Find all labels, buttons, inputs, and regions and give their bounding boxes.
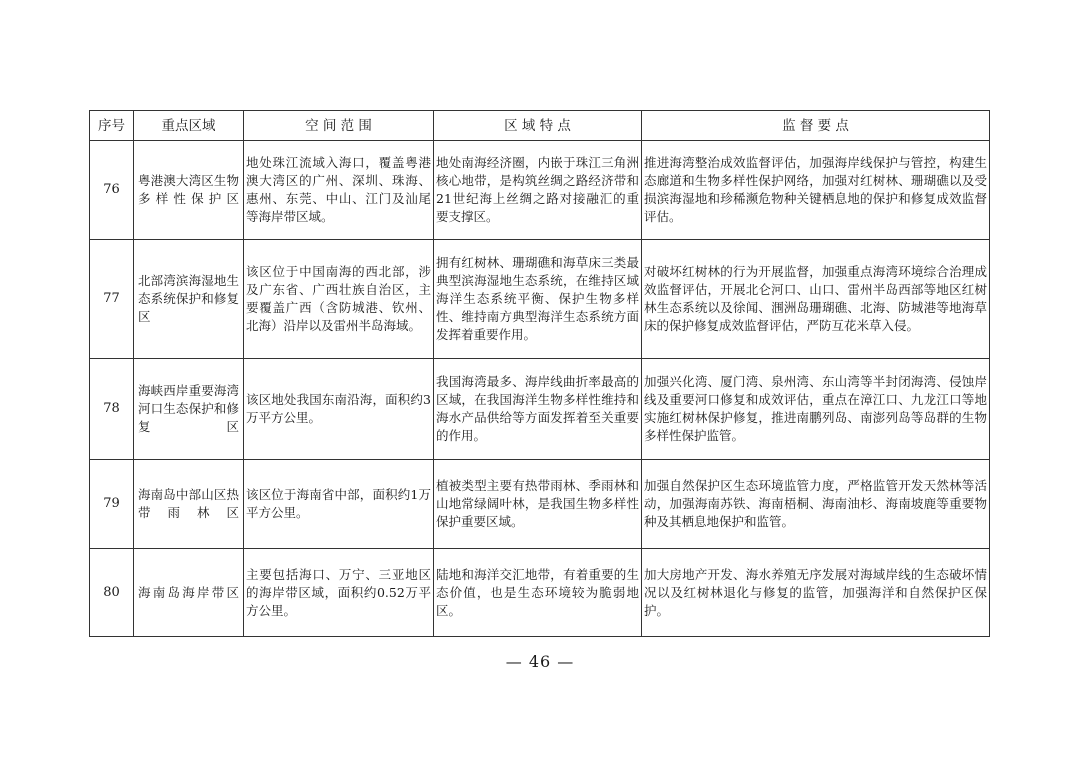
- row-area-features: 拥有红树林、珊瑚礁和海草床三类最典型滨海湿地生态系统，在维持区域海洋生态系统平衡、保护生物多样性、维持南方典型海洋生态系统方面发挥着重要作用。: [434, 240, 642, 359]
- row-key-area: 海南岛中部山区热带雨林区: [134, 460, 244, 549]
- header-area-features: 区 域 特 点: [434, 111, 642, 141]
- row-number: 78: [90, 359, 134, 460]
- row-key-area: 粤港澳大湾区生物多样性保护区: [134, 141, 244, 240]
- row-key-area: 海南岛海岸带区: [134, 549, 244, 637]
- header-key-area: 重点区域: [134, 111, 244, 141]
- row-number: 79: [90, 460, 134, 549]
- row-spatial-scope: 该区地处我国东南沿海，面积约3万平方公里。: [244, 359, 434, 460]
- row-supervision-focus: 推进海湾整治成效监督评估，加强海岸线保护与管控，构建生态廊道和生物多样性保护网络，加强对红树林、珊瑚礁以及受损滨海湿地和珍稀濒危物种关键栖息地的保护和修复成效监督评估。: [642, 141, 990, 240]
- header-spatial-scope: 空 间 范 围: [244, 111, 434, 141]
- table-row: [90, 240, 990, 359]
- table-row: [90, 460, 990, 549]
- row-supervision-focus: 加强自然保护区生态环境监管力度，严格监管开发天然林等活动，加强海南苏铁、海南梧桐、海南油杉、海南坡鹿等重要物种及其栖息地保护和监管。: [642, 460, 990, 549]
- row-number: 77: [90, 240, 134, 359]
- page-number: — 46 —: [505, 652, 575, 671]
- row-key-area: 北部湾滨海湿地生态系统保护和修复区: [134, 240, 244, 359]
- regions-table: [89, 110, 990, 637]
- row-spatial-scope: 该区位于中国南海的西北部，涉及广东省、广西壮族自治区，主要覆盖广西（含防城港、钦州、北海）沿岸以及雷州半岛海域。: [244, 240, 434, 359]
- row-supervision-focus: 对破坏红树林的行为开展监督，加强重点海湾环境综合治理成效监督评估，开展北仑河口、山口、雷州半岛西部等地区红树林生态系统以及徐闻、涠洲岛珊瑚礁、北海、防城港等地海草床的保护修复成效监督评估，严防互花米草入侵。: [642, 240, 990, 359]
- row-area-features: 我国海湾最多、海岸线曲折率最高的区域，在我国海洋生物多样性维持和海水产品供给等方面发挥着至关重要的作用。: [434, 359, 642, 460]
- table-row: [90, 549, 990, 637]
- row-number: 80: [90, 549, 134, 637]
- row-area-features: 地处南海经济圈，内嵌于珠江三角洲核心地带，是构筑丝绸之路经济带和21世纪海上丝绸之路对接融汇的重要支撑区。: [434, 141, 642, 240]
- row-area-features: 陆地和海洋交汇地带，有着重要的生态价值，也是生态环境较为脆弱地区。: [434, 549, 642, 637]
- table-row: [90, 359, 990, 460]
- row-spatial-scope: 该区位于海南省中部，面积约1万平方公里。: [244, 460, 434, 549]
- table-header-row: [90, 111, 990, 141]
- row-spatial-scope: 地处珠江流域入海口，覆盖粤港澳大湾区的广州、深圳、珠海、惠州、东莞、中山、江门及汕尾等海岸带区域。: [244, 141, 434, 240]
- row-spatial-scope: 主要包括海口、万宁、三亚地区的海岸带区域，面积约0.52万平方公里。: [244, 549, 434, 637]
- row-number: 76: [90, 141, 134, 240]
- header-supervision-focus: 监 督 要 点: [642, 111, 990, 141]
- table-row: [90, 141, 990, 240]
- row-key-area: 海峡西岸重要海湾河口生态保护和修复区: [134, 359, 244, 460]
- row-supervision-focus: 加大房地产开发、海水养殖无序发展对海域岸线的生态破坏情况以及红树林退化与修复的监管，加强海洋和自然保护区保护。: [642, 549, 990, 637]
- header-index: 序号: [90, 111, 134, 141]
- row-area-features: 植被类型主要有热带雨林、季雨林和山地常绿阔叶林，是我国生物多样性保护重要区域。: [434, 460, 642, 549]
- row-supervision-focus: 加强兴化湾、厦门湾、泉州湾、东山湾等半封闭海湾、侵蚀岸线及重要河口修复和成效评估，重点在漳江口、九龙江口等地实施红树林保护修复，推进南鹏列岛、南澎列岛等岛群的生物多样性保护监管。: [642, 359, 990, 460]
